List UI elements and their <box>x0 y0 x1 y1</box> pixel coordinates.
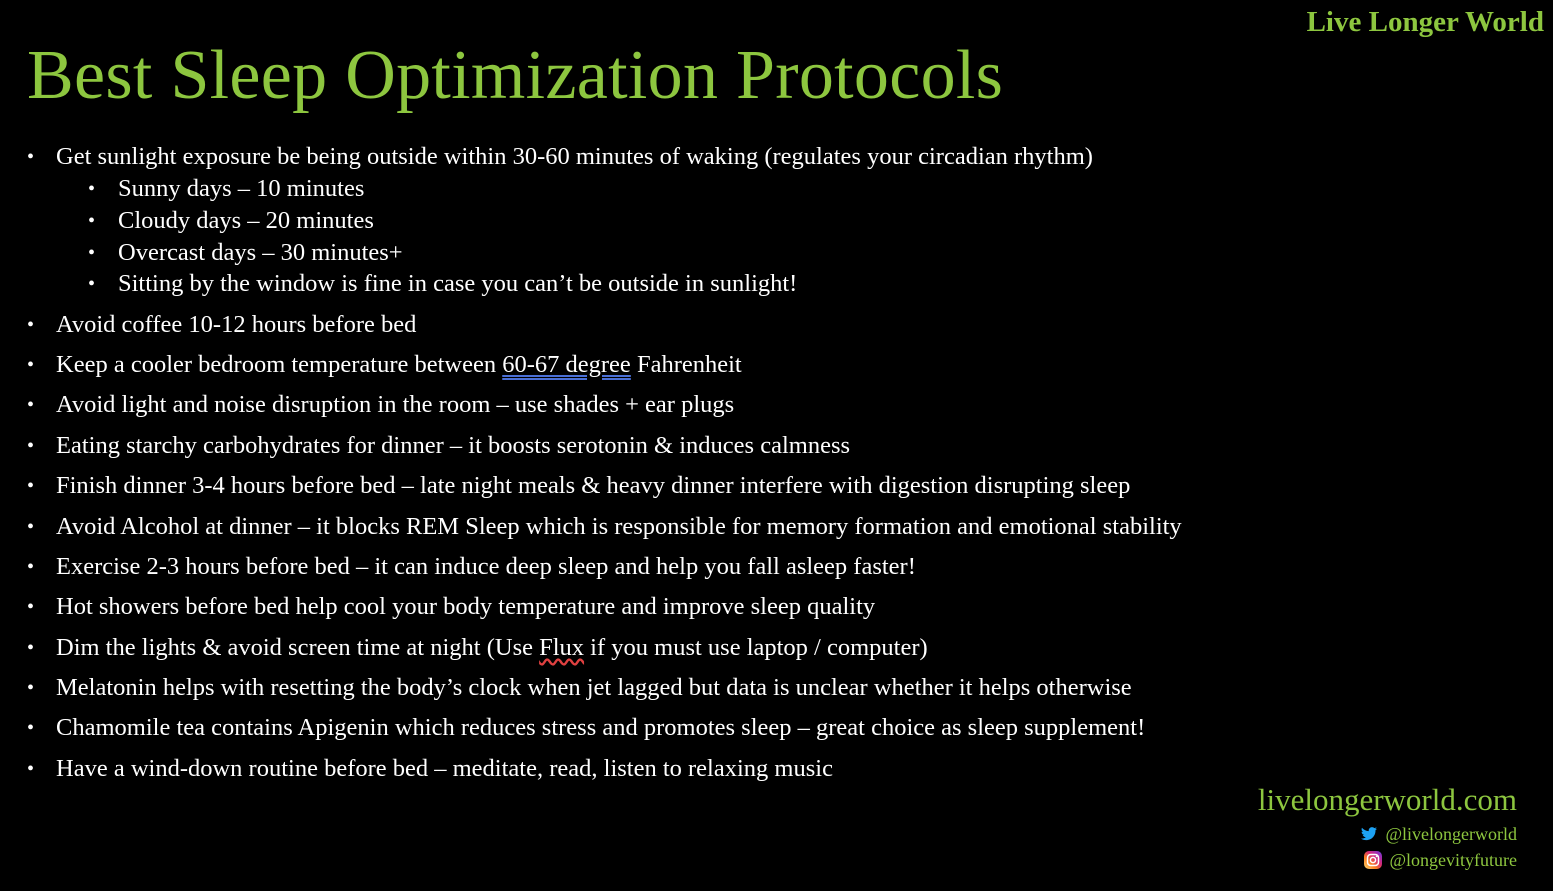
sub-bullet-text: Sunny days – 10 minutes <box>118 175 365 202</box>
text-run: if you must use laptop / computer) <box>584 634 928 661</box>
bullet-text: Get sunlight exposure be being outside within 30-60 minutes of waking (regulates your circadian rhythm) <box>56 143 1093 170</box>
spellcheck-marked-text: Flux <box>539 634 585 661</box>
bullet-text: Have a wind-down routine before bed – meditate, read, listen to relaxing music <box>56 755 833 782</box>
bullet-text: Avoid Alcohol at dinner – it blocks REM Sleep which is responsible for memory formation and emotional stability <box>56 513 1182 540</box>
bullet-marker: • <box>88 242 96 264</box>
text-run: Keep a cooler bedroom temperature between <box>56 351 503 378</box>
bullet-marker: • <box>27 516 35 538</box>
bullet-marker: • <box>27 677 35 699</box>
bullet-text: Chamomile tea contains Apigenin which reduces stress and promotes sleep – great choice as sleep supplement! <box>56 714 1146 741</box>
bullet-text: Avoid coffee 10-12 hours before bed <box>56 311 417 338</box>
text-run: Fahrenheit <box>630 351 742 378</box>
bullet-marker: • <box>27 758 35 780</box>
bullet-marker: • <box>27 394 35 416</box>
twitter-bird-icon <box>1359 824 1379 844</box>
bullet-marker: • <box>27 354 35 376</box>
sub-bullet-text: Sitting by the window is fine in case you can’t be outside in sunlight! <box>118 270 798 297</box>
bullet-marker: • <box>88 210 96 232</box>
bullet-text <box>56 349 742 381</box>
bullet-text: Finish dinner 3-4 hours before bed – late night meals & heavy dinner interfere with digestion disrupting sleep <box>56 472 1131 499</box>
bullet-marker: • <box>27 596 35 618</box>
twitter-handle: @livelongerworld <box>1385 823 1517 844</box>
bullet-marker: • <box>27 435 35 457</box>
sub-bullet-text: Overcast days – 30 minutes+ <box>118 239 403 266</box>
website-link[interactable]: livelongerworld.com <box>1257 782 1517 817</box>
bullet-text: Avoid light and noise disruption in the room – use shades + ear plugs <box>56 391 735 418</box>
sub-bullet-text: Cloudy days – 20 minutes <box>118 207 374 234</box>
twitter-handle-row[interactable] <box>1359 823 1517 845</box>
bullet-marker: • <box>27 717 35 739</box>
bullet-marker: • <box>27 475 35 497</box>
bullet-marker: • <box>27 314 35 336</box>
instagram-handle: @longevityfuture <box>1389 849 1517 870</box>
bullet-text <box>56 632 928 664</box>
bullet-marker: • <box>27 637 35 659</box>
text-run: Dim the lights & avoid screen time at night (Use <box>56 634 540 661</box>
bullet-text: Melatonin helps with resetting the body’s clock when jet lagged but data is unclear whether it helps otherwise <box>56 674 1132 701</box>
bullet-text: Exercise 2-3 hours before bed – it can induce deep sleep and help you fall asleep faster! <box>56 553 916 580</box>
bullet-marker: • <box>27 556 35 578</box>
grammar-marked-text: 60-67 degree <box>502 351 631 378</box>
bullet-marker: • <box>27 146 35 168</box>
bullet-marker: • <box>88 178 96 200</box>
brand-name: Live Longer World <box>1306 6 1544 38</box>
slide-title: Best Sleep Optimization Protocols <box>27 37 1004 114</box>
bullet-text: Eating starchy carbohydrates for dinner – it boosts serotonin & induces calmness <box>56 432 851 459</box>
bullet-marker: • <box>88 273 96 295</box>
instagram-handle-row[interactable] <box>1363 849 1517 871</box>
instagram-camera-icon <box>1363 850 1383 870</box>
bullet-text: Hot showers before bed help cool your body temperature and improve sleep quality <box>56 593 876 620</box>
